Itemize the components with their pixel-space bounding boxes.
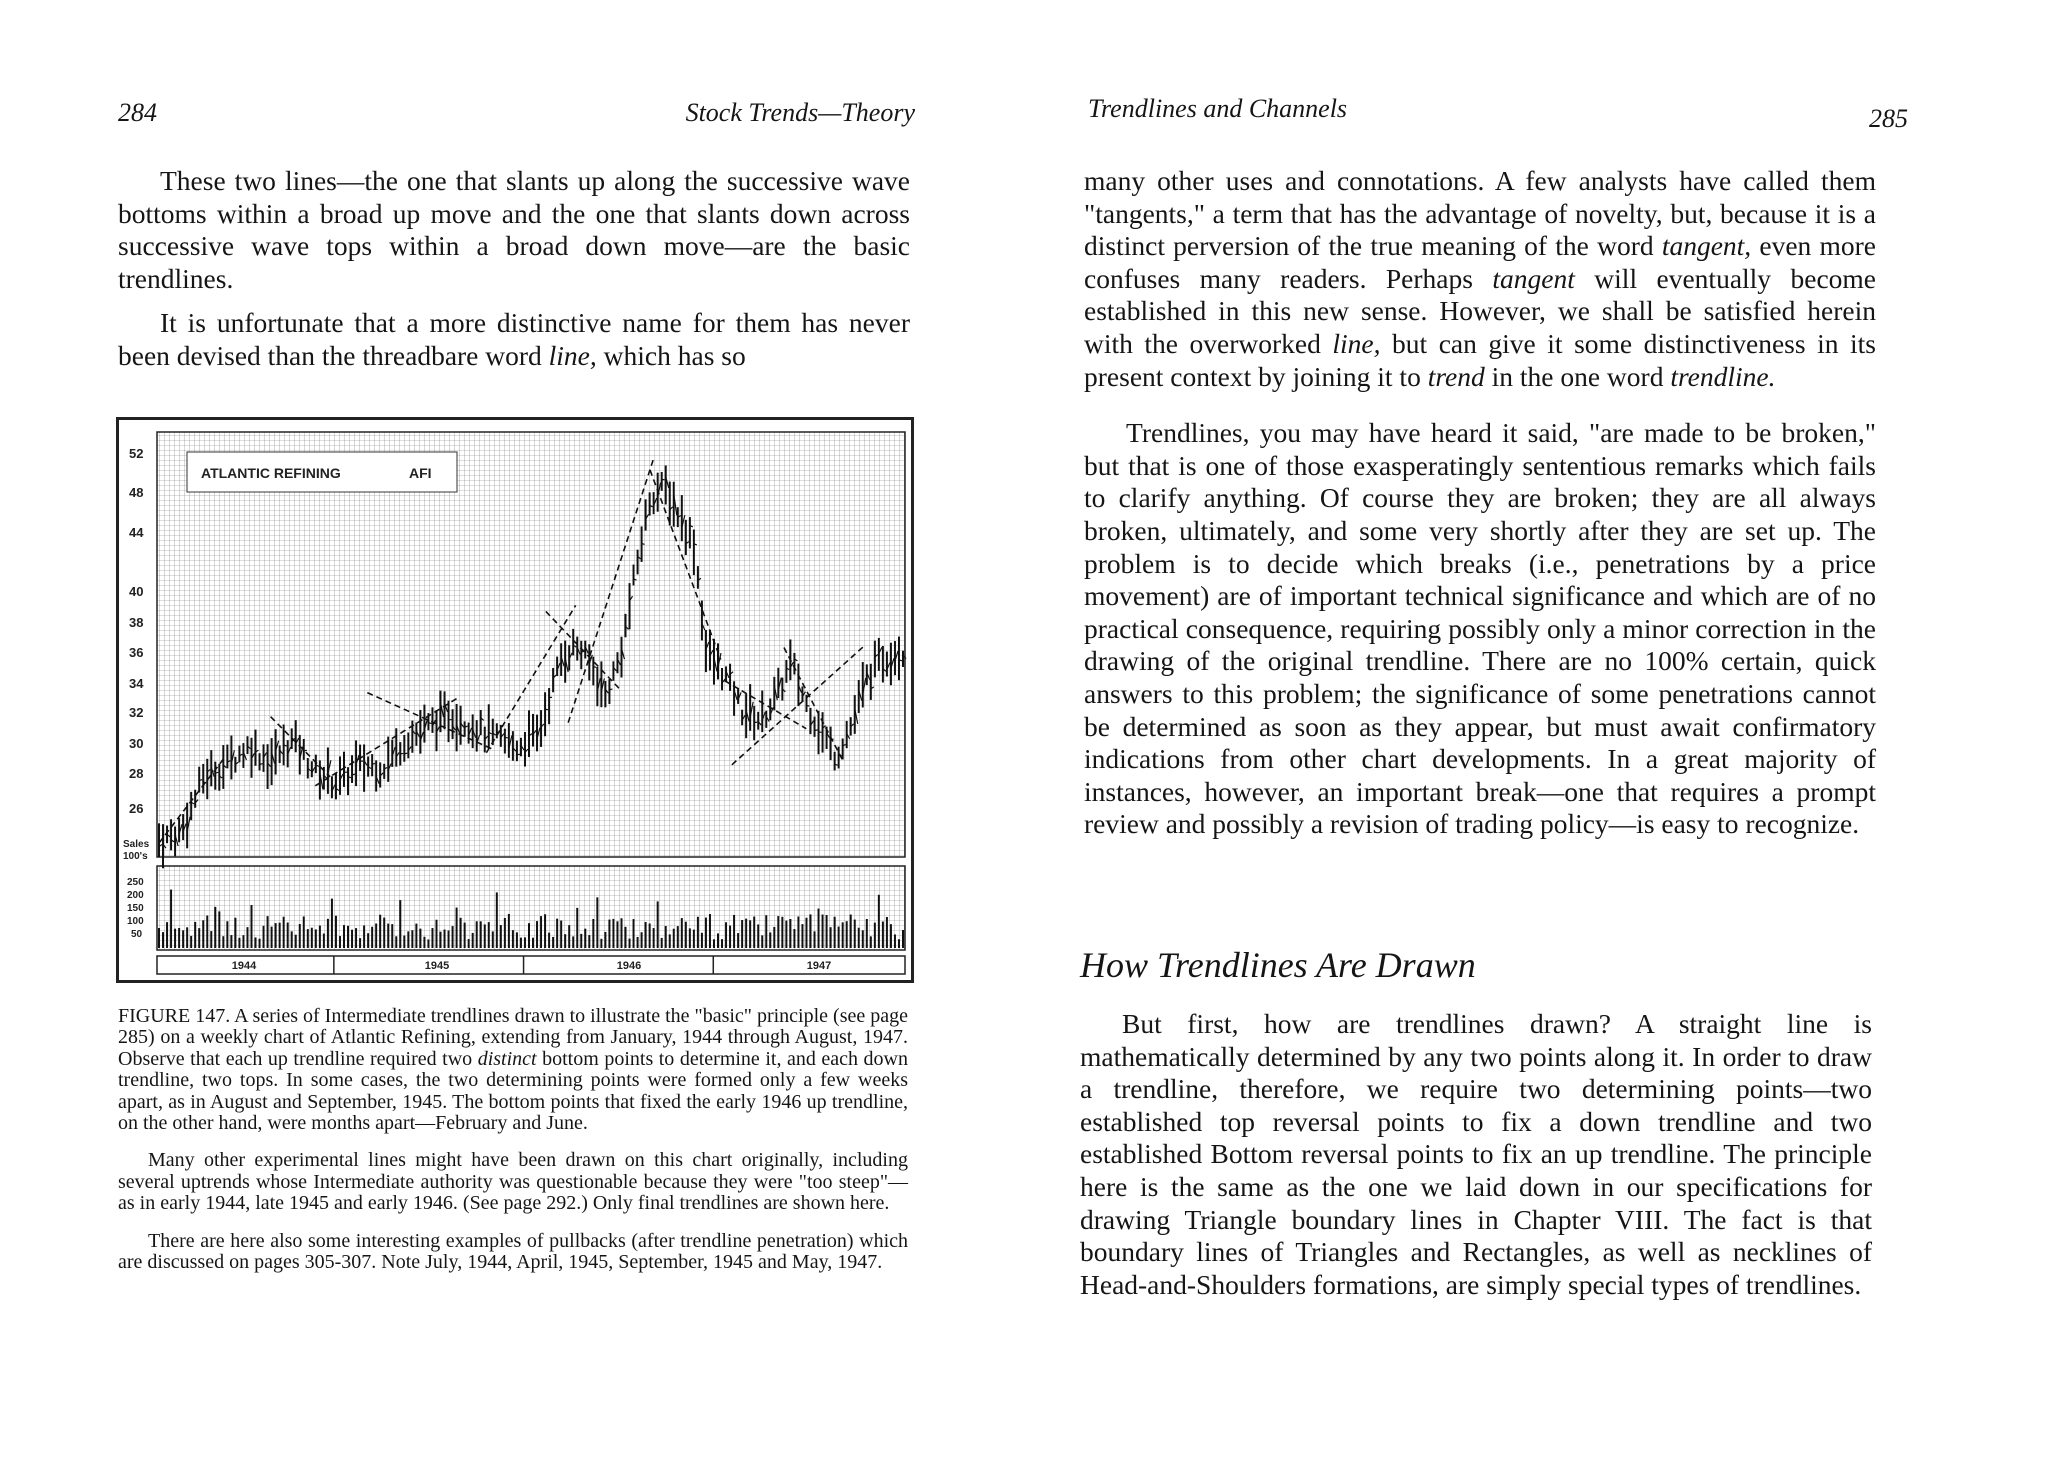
volume-tick-label: 250 [127, 877, 144, 888]
left-body-text [118, 165, 910, 373]
volume-axis-label: Sales [123, 839, 150, 850]
volume-tick-label: 50 [131, 929, 143, 940]
price-bar-close-tick [609, 689, 612, 690]
chart-title: ATLANTIC REFINING [201, 465, 341, 481]
page-number: 284 [118, 98, 157, 127]
y-tick-label: 36 [129, 645, 144, 660]
figure-caption [118, 1006, 908, 1273]
volume-tick-label: 100 [127, 916, 144, 927]
price-bar-close-tick [505, 737, 508, 738]
page-number: 285 [1869, 104, 1908, 133]
price-bar-close-tick [815, 730, 818, 731]
chart-symbol: AFI [409, 465, 432, 481]
running-head: Stock Trends—Theory [685, 98, 915, 127]
price-grid [157, 432, 905, 857]
price-bar-close-tick [806, 705, 809, 706]
volume-axis-unit: 100's [123, 851, 148, 862]
y-tick-label: 32 [129, 705, 144, 720]
price-bar-close-tick [404, 753, 407, 754]
y-tick-label: 38 [129, 615, 144, 630]
price-bar-close-tick [304, 750, 307, 751]
volume-tick-label: 150 [127, 903, 144, 914]
year-label: 1946 [616, 960, 642, 972]
caption-paragraph: Many other experimental lines might have been drawn on this chart originally, including several uptrends whose Intermediate authority was questionable because they were "too steep"—as in early 1944, late 1945 and early 1946. (See page 292.) Only final trendlines are shown here. [118, 1149, 908, 1215]
year-label: 1944 [231, 960, 257, 972]
volume-tick-label: 200 [127, 890, 144, 901]
chart-svg [119, 420, 911, 980]
figure-chart [116, 417, 914, 983]
right-body-text [1084, 165, 1876, 841]
price-bar-close-tick [593, 667, 596, 668]
price-bar-close-tick [372, 763, 375, 764]
y-tick-label: 48 [129, 485, 144, 500]
body-paragraph: But first, how are trendlines drawn? A straight line is mathematically determined by any two points along it. In order to draw a trendline, therefore, we require two determining points—two established top reversal points to fix a down trendline and two established Bottom reversal points to fix an up trendline. The principle here is the same as the one we laid down in our specifications for drawing Triangle boundary lines in Chapter VIII. The fact is that boundary lines of Triangles and Rectangles, as well as necklines of Head-and-Shoulders formations, are simply special types of trendlines. [1080, 1008, 1872, 1300]
section-body-text [1080, 1008, 1872, 1301]
volume-grid [157, 866, 905, 950]
y-tick-label: 44 [129, 525, 144, 540]
y-tick-label: 30 [129, 736, 144, 751]
body-paragraph: Trendlines, you may have heard it said, "are made to be broken," but that is one of those exasperatingly sententious remarks which fails to clarify anything. Of course they are broken; they are all always broken, ultimately, and some very shortly after they are set up. The problem is to decide which breaks (i.e., penetrations by a price movement) are of important technical significance and which are of no practical consequence, requiring possibly only a minor correction in the drawing of the original trendline. There are no 100% certain, quick answers to this problem; the significance of some penetrations cannot be determined as soon as they appear, but must await confirmatory indications from other chart developments. In a great majority of instances, however, an important break—one that requires a prompt review and possibly a revision of trading policy—is easy to recognize. [1084, 417, 1876, 840]
year-band [157, 956, 905, 974]
caption-paragraph: There are here also some interesting examples of pullbacks (after trendline penetration) which are discussed on pages 305-307. Note July, 1944, April, 1945, September, 1945 and May, 1947. [118, 1229, 908, 1274]
body-paragraph: many other uses and connotations. A few analysts have called them "tangents," a term that has the advantage of novelty, but, because it is a distinct perversion of the true meaning of the word tangent, even more confuses many readers. Perhaps tangent will eventually become established in this new sense. However, we shall be satisfied herein with the overworked line, but can give it some distinctiveness in its present context by joining it to trend in the one word trendline. [1084, 165, 1877, 392]
price-bar-close-tick [352, 774, 355, 775]
body-paragraph: These two lines—the one that slants up along the successive wave bottoms within a broad up move and the one that slants down across successive wave tops within a broad down move—are the basic trendlines. [118, 165, 910, 294]
year-label: 1945 [424, 960, 450, 972]
body-paragraph: It is unfortunate that a more distinctive name for them has never been devised than the threadbare word line, which has so [118, 307, 910, 371]
section-heading: How Trendlines Are Drawn [1080, 945, 1476, 985]
right-page [1024, 0, 2048, 1458]
y-tick-label: 40 [129, 584, 144, 599]
year-label: 1947 [806, 960, 832, 972]
y-tick-label: 34 [129, 676, 144, 691]
running-head: Trendlines and Channels [1088, 94, 1348, 123]
price-bar-close-tick [215, 772, 218, 773]
caption-paragraph: FIGURE 147. A series of Intermediate trendlines drawn to illustrate the "basic" principle (see page 285) on a weekly chart of Atlantic Refining, extending from January, 1944 through August, 1947. Observe that each up trendline required two distinct bottom points to determine it, and each down trendline, two tops. In some cases, the two determining points were formed only a few weeks apart, as in August and September, 1945. The bottom points that fixed the early 1946 up trendline, on the other hand, were months apart—February and June. [118, 1005, 908, 1135]
y-tick-label: 26 [129, 801, 144, 816]
price-bar-close-tick [199, 780, 202, 781]
y-tick-label: 52 [129, 446, 144, 461]
y-tick-label: 28 [129, 766, 144, 781]
